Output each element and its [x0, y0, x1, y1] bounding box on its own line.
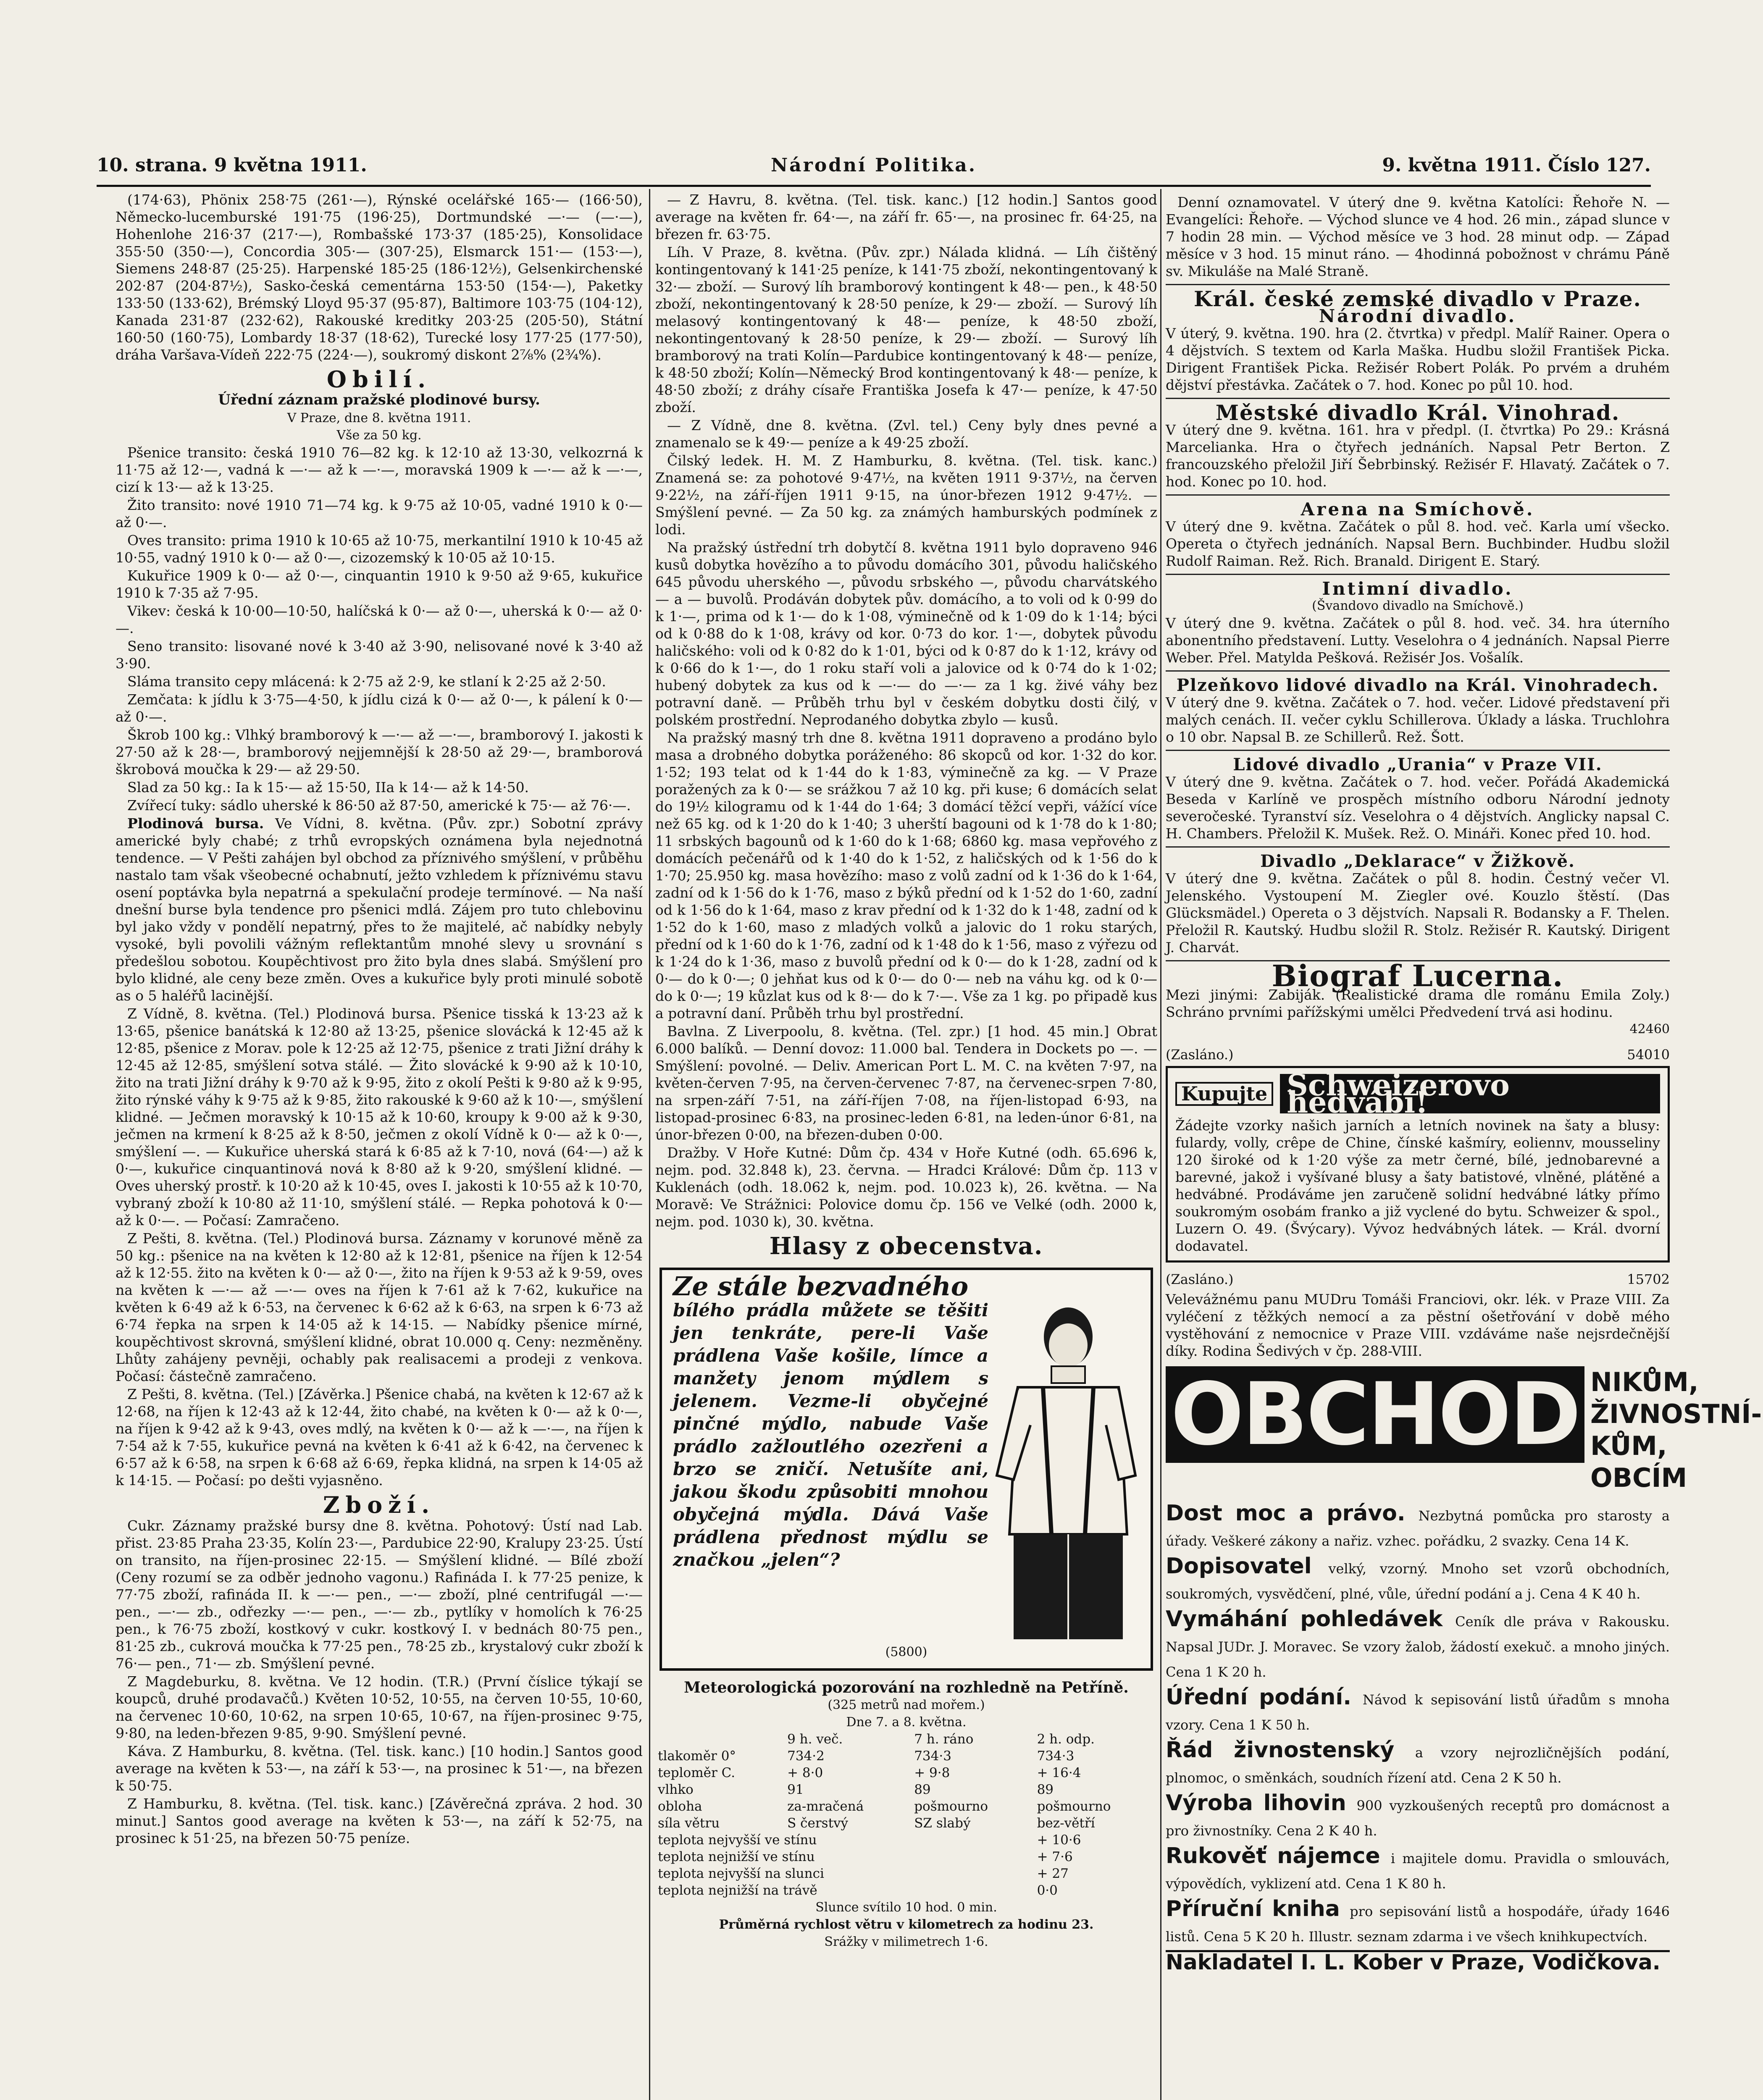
theatre-programme: V úterý dne 9. května. 161. hra v předpl. (I. čtvrtka) Po 29.: Krásná Marcelianka. Hra o čtyřech jednáních. Napsal Petr Berton. Z francouzského přeložil Jiří Šebrbinský. Režisér F. Hlavatý. Začátek o 7. hod. Konec po 10. hod. [1166, 422, 1670, 490]
book-item [1166, 1843, 1670, 1894]
silk-ad-headline [1175, 1068, 1660, 1120]
paid-notice-label: (Zasláno.) [1166, 1047, 1234, 1063]
book-item [1166, 1685, 1670, 1735]
sugar-report: Cukr. Záznamy pražské bursy dne 8. května. Pohotový: Ústí nad Lab. přist. 23·85 Praha 23·35, Kolín 23·—, Pardubice 22·90, Kralupy 23·25. Ústí on transito, na říjen-prosinec 22·15. — Smýšlení klidné. — Bílé zboží (Ceny rozumí se za odběr jednoho vagonu.) Rafináda I. k 77·25 penize, k 77·75 zboží, rafináda II. k —·— pen., —·— zboží, plné centrifugál —·— pen., —·— zb., odřezky —·— pen., —·— zb., pytlíky v homolích k 76·25 pen., k 76·75 zboží, kostkový v cukr. kostkový I. v bednách 80·75 pen., 81·25 zb., cukrová moučka k 77·25 pen., 78·25 zb., krystalový cukr zboží k 76·— pen., 71·— zb. Smýšlení pevné. [116, 1517, 643, 1672]
book-title: Rukověť nájemce [1166, 1843, 1380, 1869]
header-rule [97, 185, 1651, 187]
meteo-altitude: (325 metrů nad mořem.) [828, 1698, 985, 1712]
meteo-wind: Průměrná rychlost větru v kilometrech za hodinu 23. [719, 1917, 1094, 1932]
grain-paragraph: Oves transito: prima 1910 k 10·65 až 10·75, merkantilní 1910 k 10·45 až 10·55, vadný 1910 k 0·— až 0·—, cizozemský k 10·05 až 10·15. [116, 532, 643, 566]
meteo-row [655, 1748, 1157, 1764]
column-market-reports [116, 191, 643, 2100]
paid-notice-header [1166, 1046, 1670, 1063]
theatre-programme: V úterý dne 9. května. Začátek o půl 8. hod. več. 34. hra úterního abonentního představení. Lutty. Veselohra o 4 jednáních. Napsal Pierre Weber. Přel. Matylda Pešková. Režisér Jos. Vošalík. [1166, 615, 1670, 666]
meteo-cell: 89 [1037, 1782, 1054, 1797]
meteo-temp-value: 0·0 [1037, 1883, 1058, 1898]
silk-ad-brand: Schweizerovo hedvábí! [1280, 1074, 1660, 1113]
meteo-cell: za-mračená [787, 1799, 864, 1814]
cotton-report: Bavlna. Z Liverpoolu, 8. května. (Tel. zpr.) [1 hod. 45 min.] Obrat 6.000 balíků. — Denní dovoz: 11.000 bal. Tendera in Dockets po —. — Smýšlení: povolné. — Deliv. American Port L. M. C. na květen 7·97, na květen-červen 7·95, na červen-červenec 7·87, na červenec-srpen 7·80, na srpen-září 7·51, na září-říjen 7·08, na říjen-listopad 6·93, na listopad-prosinec 6·83, na prosinec-leden 6·81, na leden-únor 6·81, na únor-březen 0·00, na březen-duben 0·00. [655, 1023, 1157, 1143]
book-item [1166, 1606, 1670, 1682]
meteo-header-row [655, 1731, 1157, 1748]
section-title-zbozi: Zboží. [323, 1491, 436, 1518]
meteo-temp-value: + 27 [1037, 1866, 1069, 1881]
vienna-spirit-report: — Z Vídně, dne 8. května. (Zvl. tel.) Ceny byly dnes pevné a znamenalo se k 49·— peníze a k 49·25 zboží. [655, 417, 1157, 451]
column-divider [1160, 189, 1161, 2100]
column-commodities [655, 191, 1157, 2100]
biograf-title: Biograf Lucerna. [1272, 958, 1564, 993]
meteo-table [655, 1731, 1157, 1899]
grain-paragraph: Pšenice transito: česká 1910 76—82 kg. k 12·10 až 13·30, velkozrná k 11·75 až 12·—, vadná k —·— až k —·—, moravská 1909 k —·— až k —·—, cizí k 13·— až k 13·25. [116, 444, 643, 495]
meteo-cell: pošmourno [1037, 1799, 1111, 1814]
page-header [97, 155, 1651, 180]
meteo-temp-row [655, 1832, 1157, 1848]
section-title-hlasy: Hlasy z obecenstva. [769, 1232, 1043, 1260]
silk-ad-kupujte: Kupujte [1175, 1082, 1273, 1106]
coffee-closing-report: Z Hamburku, 8. května. (Tel. tisk. kanc.) [Závěrečná zpráva. 2 hod. 30 minut.] Santos good average na květen k 53·—, na září k 52·75, na prosinec k 51·25, na březen 50·75 peníze. [116, 1796, 643, 1846]
theatre-title: Král. české zemské divadlo v Praze. [1194, 286, 1642, 311]
meteo-temp-label: teplota nejnižší na trávě [658, 1883, 817, 1898]
silk-advertisement [1166, 1066, 1670, 1263]
daily-announcer: Denní oznamovatel. V úterý dne 9. května Katolíci: Řehoře N. — Evangelíci: Řehoře. — Východ slunce ve 4 hod. 26 min., západ slunce v 7 hodin 28 min. — Východ měsíce ve 3 hod. 28 minut odp. — Západ měsíce v 3 hod. 15 minut ráno. — 4hodinná pobožnost v chrámu Páně sv. Mikuláše na Malé Straně. [1166, 191, 1670, 285]
theatre-title: Městské divadlo Král. Vinohrad. [1215, 400, 1620, 425]
commodity-exchange-heading: Plodinová bursa. [127, 815, 264, 832]
meat-market-report: Na pražský masný trh dne 8. května 1911 dopraveno a prodáno bylo masa a drobného dobytka poráženého: 86 skopců od kor. 1·32 do kor. 1·52; 193 telat od k 1·44 do k 1·83, výminečně za kg. — V Praze poražených za k 0·— se srážkou 7 až 10 kg. při kuse; 6 domácích selat do 19½ kilogramu od k 1·44 do 1·64; 3 domácí těžcí vepři, vážící více než 65 kg. od k 1·20 do k 1·40; 3 uherští bagouni od k 1·78 do k 1·80; 11 srbských bagounů od k 1·60 do k 1·68; 6860 kg. masa vepřového z domácích pečenářů od k 1·40 do k 1·52, z haličských od k 1·56 do k 1·70; 25.950 kg. masa hovězího: maso z volů zadní od k 1·36 do k 1·64, zadní od k 1·56 do k 1·76, maso z býků přední od k 1·52 do 1·60, zadní od k 1·56 do k 1·64, maso z krav přední od k 1·32 do k 1·48, zadní od k 1·52 do k 1·60, maso z mladých volků a jalovic do 1 roku starých, přední od k 1·60 do k 1·76, zadní od k 1·48 do k 1·56, maso z výřezu od k 1·24 do k 1·36, maso z buvolů přední od k 0·— do k 1·28, zadní od k 0·— do k 0·—; 0 jehňat kus od k 0·— do 0·— neb na váhu kg. od k 0·— do k 0·—; 19 kůzlat kus od k 8·— do k 7·—. Vše za 1 kg. po připadě kus a potravní daní. Průběh trhu byl prostřední. [655, 730, 1157, 1021]
book-description: Ceník dle práva v Rakousku. Napsal JUDr. J. Moravec. Se vzory žalob, žádostí exekuč. a mnoho jiných. Cena 1 K 20 h. [1166, 1614, 1670, 1680]
theatre-programme: V úterý dne 9. května. Začátek o 7. hod. večer. Lidové představení při malých cenách. II. večer cyklu Schillerova. Úklady a láska. Truchlohra o 10 obr. Napsal B. ze Schillerů. Rež. Šott. [1166, 694, 1670, 745]
meteo-temp-value: + 10·6 [1037, 1832, 1081, 1848]
grain-paragraph: Žito transito: nové 1910 71—74 kg. k 9·75 až 10·05, vadné 1910 k 0·— až 0·—. [116, 497, 643, 530]
theatre-listing [1166, 850, 1670, 961]
meteo-rain: Srážky v milimetrech 1·6. [824, 1935, 988, 1949]
header-issue-number: 9. května 1911. Číslo 127. [1382, 155, 1651, 176]
meteo-row-label: síla větru [658, 1816, 720, 1831]
meteo-cell: pošmourno [914, 1799, 988, 1814]
meteo-col-header: 7 h. ráno [914, 1732, 974, 1747]
obchod-audience-line: ŽIVNOSTNÍ- [1590, 1399, 1762, 1429]
book-item [1166, 1501, 1670, 1551]
theatre-listing [1166, 578, 1670, 672]
commodity-exchange-text: Ve Vídni, 8. května. (Pův. zpr.) Sobotní zprávy americké byly chabé; z trhů evropských oznámena byla nejednotná tendence. — V Pešti zahájen byl obchod za příznivého smýšlení, v průběhu nastalo tam však všeobecné ochabnutí, ježto vzhledem k příznivému stavu osení poptávka byla nepatrná a spekulační prodeje termínové. — Na naší dnešní burse byla tendence pro pšenici mdlá. Zájem pro tuto chlebovinu byl jako vždy v pondělí nepatrný, přes to že majitelé, ač nabídky nebyly vysoké, byli povolili vážným reflektantům mnohé slevy u srovnání s předešlou sobotou. Koupěchtivost pro žito byla dnes slabá. Smýšlení pro bylo klidné, ale ceny beze změn. Oves a kukuřice byly proti minulé sobotě as o 5 haléřů lacinější. [116, 815, 643, 1004]
soap-ad-headline: Ze stále bezvadného [673, 1271, 969, 1302]
obchod-audience [1584, 1366, 1762, 1494]
meteo-cell: 89 [914, 1782, 931, 1797]
cattle-market-report: Na pražský ústřední trh dobytčí 8. května 1911 bylo dopraveno 946 kusů dobytka hovězího a to původu domácího 301, původu haličského 645 původu uherského —, původu srbského —, původu charvátského — a — buvolů. Prodáván dobytek pův. domácího, a to voli od k 0·99 do k 1·—, prima od k 1·— do k 1·08, výminečně od k 1·09 do k 1·14; býci od k 0·88 do k 1·08, krávy od kor. 0·73 do kor. 1·—, dobytek původu haličského: voli od k 0·82 do k 1·01, býci od k 0·87 do k 1·12, krávy od k 0·66 do k 1·—, do 1 roku staří voli a jalovice od k 0·74 do k 1·02; hubený dobytek za kus od k —·— do —·— za 1 kg. živé váhy bez potravní daně. — Průběh trhu byl v českém dobytku dosti čilý, v polském prostřední. Neprodaného dobytka zbylo — kusů. [655, 539, 1157, 728]
soap-ad-text: bílého prádla můžete se těšiti jen tenkráte, pere-li Vaše prádlena Vaše košile, límce a manžety jenom mýdlem s jelenem. Vezme-li obyčejné pinčné mýdlo, nabude Vaše prádlo zažloutlého ozezřeni a brzo se zničí. Netušíte ani, jakou škodu způsobiti mnohou obyčejná mýdla. Dává Vaše prádlena přednost mýdlu se značkou „jelen“? [673, 1300, 988, 1570]
theatre-subtitle: Národní divadlo. [1319, 306, 1517, 326]
meteo-row-label: obloha [658, 1799, 702, 1814]
obchod-audience-line: NIKŮM, [1590, 1367, 1699, 1397]
meteo-row-label: tlakoměr 0° [658, 1748, 736, 1764]
grain-report-heading: Úřední záznam pražské plodinové bursy. [218, 391, 540, 408]
magdeburg-report: Z Magdeburku, 8. května. Ve 12 hodin. (T.R.) (První číslice týkají se koupců, druhé prodavačů.) Květen 10·52, 10·55, na červen 10·55, 10·60, na červenec 10·60, 10·62, na srpen 10·65, 10·67, na říjen-prosinec 9·75, 9·80, na leden-březen 9·85, 9·90. Smýšlení pevné. [116, 1673, 643, 1741]
meteo-temp-value: + 7·6 [1037, 1849, 1073, 1864]
column-divider [649, 189, 650, 2100]
book-title: Řád živnostenský [1166, 1738, 1395, 1763]
meteo-col-header: 9 h. več. [787, 1732, 843, 1747]
meteo-cell: SZ slabý [914, 1816, 971, 1831]
paid-notice-code: 54010 [1627, 1047, 1670, 1063]
book-item [1166, 1738, 1670, 1788]
coffee-report: Káva. Z Hamburku, 8. května. (Tel. tisk. kanc.) [10 hodin.] Santos good average na květen k 53·—, na září k 53·—, na prosinec k 51·—, na březen k 50·75. [116, 1743, 643, 1794]
book-item [1166, 1896, 1670, 1947]
meteo-cell: 734·3 [914, 1748, 951, 1764]
meteo-days: Dne 7. a 8. května. [846, 1715, 967, 1730]
theatre-listing [1166, 498, 1670, 575]
theatre-title: Intimní divadlo. [1322, 578, 1513, 599]
grain-paragraph: Zemčata: k jídlu k 3·75—4·50, k jídlu cizá k 0·— až 0·—, k pálení k 0·— až 0·—. [116, 691, 643, 725]
commodity-exchange-report [116, 815, 643, 1004]
meteo-temp-label: teplota nejnižší ve stínu [658, 1849, 815, 1864]
meteo-row-label: teploměr C. [658, 1765, 736, 1780]
paid-notice-label: (Zasláno.) [1166, 1271, 1234, 1287]
meteo-temp-row [655, 1865, 1157, 1882]
book-item [1166, 1554, 1670, 1604]
book-title: Dost moc a právo. [1166, 1501, 1406, 1526]
grain-report-place: V Praze, dne 8. května 1911. [287, 411, 471, 425]
meteo-temp-label: teplota nejvyšší ve stínu [658, 1832, 817, 1848]
meteo-cell: + 9·8 [914, 1765, 950, 1780]
meteo-row [655, 1764, 1157, 1781]
meteo-cell: 734·2 [787, 1748, 825, 1764]
theatre-title: Plzeňkovo lidové divadlo na Král. Vinohradech. [1176, 675, 1659, 695]
book-title: Vymáhání pohledávek [1166, 1606, 1443, 1632]
grain-paragraph: Zvířecí tuky: sádlo uherské k 86·50 až 87·50, americké k 75·— až 76·—. [127, 797, 631, 814]
theatre-listing [1166, 753, 1670, 848]
book-description: i majitele domu. Pravidla o smlouvách, výpovědích, vyklizení atd. Cena 1 K 80 h. [1166, 1851, 1670, 1892]
meteo-cell: + 16·4 [1037, 1765, 1081, 1780]
obchod-headline: OBCHOD [1166, 1366, 1584, 1463]
book-description: a vzory nejrozličnějších podání, plnomoc, o směnkách, soudních řízení atd. Cena 2 K 50 h. [1166, 1745, 1670, 1786]
meteo-row-label: vlhko [658, 1782, 694, 1797]
book-description: Nezbytná pomůcka pro starosty a úřady. Veškeré zákony a nařiz. vzhec. pořádku, 2 svazky. Cena 14 K. [1166, 1508, 1670, 1549]
meteo-cell: bez-větří [1037, 1816, 1095, 1831]
theatre-listing [1166, 674, 1670, 751]
theatre-title: Arena na Smíchově. [1301, 499, 1535, 520]
pest-report: Z Pešti, 8. května. (Tel.) Plodinová bursa. Záznamy v korunové měně za 50 kg.: pšenice na na květen k 12·80 až k 12·81, pšenice na říjen k 12·54 až k 12·55. žito na květen k 0·— až 0·—, žito na říjen k 9·53 až k 9·59, oves na květen k —·— až —·— oves na říjen k 7·61 až k 7·62, kukuřice na květen k 6·49 až k 6·53, na červenec k 6·62 až k 6·63, na srpen k 6·73 až 6·74 řepka na srpen k 14·05 až k 14·15. — Nabídky pšenice mírné, koupěchtivost skrovná, smýšlení klidné, obrat 10.000 q. Ceny: nezměněny. Lhůty zahájeny pevněji, ochably pak realisacemi a prodeji z venkova. Počasí: částečně zamračeno. [116, 1230, 643, 1384]
thanks-notice: Velevážnému panu MUDru Tomáši Franciovi, okr. lék. v Praze VIII. Za vyléčení z těžkých nemocí a za pěstní ošetřování v době mého vystěhování z nemocnice v Praze VIII. vzdáváme naše nejsrdečnější díky. Rodina Šedivých v čp. 288-VIII. [1166, 1291, 1670, 1359]
book-title: Výroba lihovin [1166, 1790, 1346, 1816]
grain-paragraph: Škrob 100 kg.: Vlhký bramborový k —·— až —·—, bramborový I. jakosti k 27·50 až k 28·—, bramborový nejjemnější k 28·50 až 29·—, bramborová škrobová moučka k 29·— až 29·50. [116, 727, 643, 777]
silk-ad-text: Žádejte vzorky našich jarních a letních novinek na šaty a blusy: fulardy, volly, crêpe de Chine, čínské kašmíry, eoliennv, mousseliny 120 široké od k 1·20 výše za metr černé, bílé, jednobarevné a barevné, jakož i vyšívané blusy a šaty batistové, vlněné, plátěné a hedvábné. Prodáváme jen zaručeně solidní hedvábné látky přímo soukromým osobám franko a již vyclené do bytu. Schweizer & spol., Luzern O. 49. (Švýcary). Vývoz hedvábných látek. — Král. dvorní dodavatel. [1175, 1117, 1660, 1254]
spirit-report: Líh. V Praze, 8. května. (Pův. zpr.) Nálada klidná. — Líh čištěný kontingentovaný k 141·25 peníze, k 141·75 zboží, nekontingentovaný k 32·— zboží. — Surový líh bramborový kontingent k 48·— pen., k 48·50 zboží, nekontingentovaný k 28·50 peníze, k 29·— zboží. — Surový líh melasový kontingentovaný k 48·— peníze, k 48·50 zboží, nekontingentovaný k 28·50 peníze, k 29·— zboží. — Surový líh bramborový na trati Kolín—Pardubice kontingentovaný k 48·— peníze, k 48·50 zboží; Kolín—Německý Brod kontingentovaný k 48·— peníze, k 48·50 zboží; z dráhy císaře Františka Josefa k 47·— peníze, k 47·50 zboží. [655, 244, 1157, 415]
biograf-programme: Mezi jinými: Zabiják. (Realistické drama dle románu Emila Zoly.) Schráno prvními pařížskými umělci Předvedení trvá asi hodinu. [1166, 987, 1670, 1020]
havre-report: — Z Havru, 8. května. (Tel. tisk. kanc.) [12 hodin.] Santos good average na květen fr. 64·—, na září fr. 65·—, na prosinec fr. 64·25, na březen fr. 63·75. [655, 192, 1157, 242]
meteo-cell: + 8·0 [787, 1765, 823, 1780]
obchod-audience-line: KŮM, OBCÍM [1590, 1431, 1687, 1493]
auctions-report: Dražby. V Hoře Kutné: Dům čp. 434 v Hoře Kutné (odh. 65.696 k, nejm. pod. 32.848 k), 23. června. — Hradci Králové: Dům čp. 113 v Kuklenách (odh. 18.062 k, nejm. pod. 10.023 k), 26. května. — Na Moravě: Ve Strážnici: Polovice domu čp. 156 ve Velké (odh. 2000 k, nejm. pod. 1030 k), 30. května. [655, 1144, 1157, 1230]
theatre-programme: V úterý, 9. května. 190. hra (2. čtvrtka) v předpl. Malíř Rainer. Opera o 4 dějstvích. S textem od Karla Maška. Hudbu složil František Picka. Dirigent František Picka. Režisér Robert Polák. Po prvém a druhém dějství přestávka. Začátek o 7. hod. Konec po půl 10. hod. [1166, 325, 1670, 393]
book-title: Dopisovatel [1166, 1554, 1312, 1579]
bourse-quotes: (174·63), Phönix 258·75 (261·—), Rýnské ocelářské 165·— (166·50), Německo-lucemburské 191·75 (196·25), Dortmundské —·— (—·—), Hohenlohe 216·37 (217·—), Rombašské 173·37 (185·25), Konsolidace 355·50 (350·—), Concordia 305·— (307·25), Elsmarck 151·— (153·—), Siemens 248·87 (25·25). Harpenské 185·25 (186·12½), Gelsenkirchenské 202·87 (204·87½), Sasko-česká cementárna 153·50 (154·—), Paketky 133·50 (133·62), Brémský Lloyd 95·37 (95·87), Baltimore 103·75 (104·12), Kanada 231·87 (232·62), Rakouské kreditky 203·25 (205·50), Státní 160·50 (160·75), Lombardy 18·37 (18·62), Turecké losy 177·25 (177·50), dráha Varšava-Vídeň 222·75 (224·—), soukromý diskont 2⅞% (2¾%). [116, 192, 643, 363]
publisher-advertisement-header [1166, 1365, 1762, 1494]
book-description: 900 vyzkoušených receptů pro domácnost a pro živnostníky. Cena 2 K 40 h. [1166, 1798, 1670, 1839]
section-title-obili: Obilí. [326, 366, 432, 393]
theatre-listing [1166, 402, 1670, 496]
pest-closing-report: Z Pešti, 8. května. (Tel.) [Závěrka.] Pšenice chabá, na květen k 12·67 až k 12·68, na říjen k 12·43 až k 12·44, žito chabé, na květen k 0·— až k 0·—, na říjen k 9·42 až k 9·43, oves mdlý, na květen k 0·— až k —·—, na říjen k 7·54 až k 7·55, kukuřice pevná na květen k 6·41 až k 6·42, na červenec k 6·57 až k 6·58, na srpen k 6·68 až 6·69, řepka klidná, na srpen k 14·05 až k 14·15. — Počasí: po dešti vyjasněno. [116, 1386, 643, 1488]
theatre-title: Divadlo „Deklarace“ v Žižkově. [1260, 851, 1575, 871]
grain-report-unit: Vše za 50 kg. [336, 428, 422, 443]
header-page-number: 10. strana. 9 května 1911. [97, 155, 367, 176]
publisher-name: Nakladatel I. L. Kober v Praze, Vodičkova. [1166, 1950, 1670, 1971]
paid-notice-code: 15702 [1627, 1271, 1670, 1287]
grain-paragraph: Sláma transito cepy mlácená: k 2·75 až 2·9, ke stlaní k 2·25 až 2·50. [127, 673, 606, 690]
book-description: pro sepisování listů a hospodáře, úřady 1646 listů. Cena 5 K 20 h. Illustr. seznam zdarma i ve všech knihkupectvích. [1166, 1903, 1670, 1945]
theatre-programme: V úterý dne 9. května. Začátek o půl 8. hod. več. Karla umí všecko. Opereta o čtyřech jednáních. Napsal Bern. Buchbinder. Hudbu složil Rudolf Raiman. Rež. Rich. Branald. Dirigent E. Starý. [1166, 518, 1670, 569]
biograf-code: 42460 [1629, 1022, 1670, 1037]
grain-paragraph: Seno transito: lisované nové k 3·40 až 3·90, nelisované nové k 3·40 až 3·90. [116, 638, 643, 672]
meteo-cell: S čerstvý [787, 1816, 849, 1831]
book-item [1166, 1790, 1670, 1841]
theatre-title: Lidové divadlo „Urania“ v Praze VII. [1233, 755, 1603, 774]
theatre-listing [1166, 288, 1670, 399]
meteo-sunshine: Slunce svítilo 10 hod. 0 min. [815, 1900, 997, 1915]
meteo-row [655, 1798, 1157, 1815]
saltpetre-report: Čilský ledek. H. M. Z Hamburku, 8. května. (Tel. tisk. kanc.) Znamená se: za pohotové 9·47½, na květen 1911 9·37½, na červen 9·22½, na září-říjen 1911 9·15, na únor-březen 1912 9·47½. — Smýšlení pevné. — Za 50 kg. za známých hamburských podmínek z lodi. [655, 452, 1157, 538]
theatre-programme: V úterý dne 9. května. Začátek o 7. hod. večer. Pořádá Akademická Beseda v Karlíně ve prospěch místního odboru Národní jednoty severočeské. Tyranství síz. Veselohra o 4 dějstvích. Anglicky napsal C. H. Chambers. Přeložil K. Mušek. Rež. O. Mináři. Konec před 10. hod. [1166, 774, 1670, 842]
grain-paragraph: Slad za 50 kg.: Ia k 15·— až 15·50, IIa k 14·— až k 14·50. [127, 779, 529, 795]
grain-paragraph: Kukuřice 1909 k 0·— až 0·—, cinquantin 1910 k 9·50 až 9·65, kukuřice 1910 k 7·35 až 7·95. [116, 567, 643, 601]
meteo-temp-row [655, 1848, 1157, 1865]
vienna-report: Z Vídně, 8. května. (Tel.) Plodinová bursa. Pšenice tisská k 13·23 až k 13·65, pšenice banátská k 12·80 až 13·25, pšenice slovácká k 12·45 až k 12·85, pšenice z Morav. pole k 12·25 až 12·75, pšenice z trati Jižní dráhy k 12·45 až 12·85, smýšlení sotva stálé. — Žito slovácké k 9·90 až k 10·10, žito na trati Jižní dráhy k 9·70 až k 9·95, žito z okolí Pešti k 9·80 až k 9·95, žito rýnské váhy k 9·75 až k 9·85, žito rakouské k 9·60 až k 10·—, smýšlení klidné. — Ječmen moravský k 10·15 až k 10·60, kroupy k 9·00 až k 9·30, ječmen na krmení k 8·25 až k 8·50, ječmen z okolí Vídně k 0·— až k 0·—, smýšlení —. — Kukuřice uherská stará k 6·85 až k 7·10, nová (64·—) až k 0·—, kukuřice cinquantinová nová k 8·80 až k 9·20, smýšlení klidné. — Oves uherský prostř. k 10·20 až k 10·45, oves I. jakosti k 10·55 až k 10·70, vybraný zboží k 10·80 až 11·10, smýšlení stálé. — Repka pohotová k 0·— až k 0·—. — Počasí: Zamračeno. [116, 1005, 643, 1228]
meteo-cell: 91 [787, 1782, 804, 1797]
meteo-col-header: 2 h. odp. [1037, 1732, 1095, 1747]
soap-advertisement [659, 1268, 1153, 1671]
meteo-temp-row [655, 1882, 1157, 1899]
paid-notice-header [1166, 1271, 1670, 1288]
book-title: Příruční kniha [1166, 1896, 1340, 1922]
masthead-title: Národní Politika. [770, 155, 977, 176]
soap-ad-code: (5800) [885, 1645, 927, 1659]
meteo-title: Meteorologická pozorování na rozhledně na Petříně. [684, 1679, 1129, 1696]
theatre-subtitle: (Švandovo divadlo na Smíchově.) [1312, 598, 1524, 613]
book-title: Úřední podání. [1166, 1685, 1351, 1710]
grain-paragraph: Vikev: česká k 10·00—10·50, halíčská k 0·— až 0·—, uherská k 0·— až 0·—. [116, 603, 643, 636]
book-list [1166, 1501, 1670, 1947]
book-description: Návod k sepisování listů úřadům s mnoha vzory. Cena 1 K 50 h. [1166, 1692, 1670, 1733]
soap-ad-body [673, 1299, 1140, 1643]
meteo-row [655, 1781, 1157, 1798]
meteo-row [655, 1815, 1157, 1832]
theatre-programme: V úterý dne 9. května. Začátek o půl 8. hodin. Čestný večer Vl. Jelenského. Vystoupení M. Ziegler ové. Kouzlo štěstí. (Das Glücksmädel.) Opereta o 3 dějstvích. Napsali R. Bodansky a F. Thelen. Přeložil R. Kautský. Hudbu složil R. Stolz. Režisér R. Kautský. Dirigent J. Charvát. [1166, 870, 1670, 956]
meteo-cell: 734·3 [1037, 1748, 1075, 1764]
man-in-shirt-illustration [988, 1299, 1140, 1643]
column-announcements [1166, 191, 1762, 2100]
book-description: velký, vzorný. Mnoho set vzorů obchodních, soukromých, vysvědčení, plné, vůle, úřední podání a j. Cena 4 K 40 h. [1166, 1561, 1670, 1602]
meteo-temp-label: teplota nejvyšší na slunci [658, 1866, 824, 1881]
